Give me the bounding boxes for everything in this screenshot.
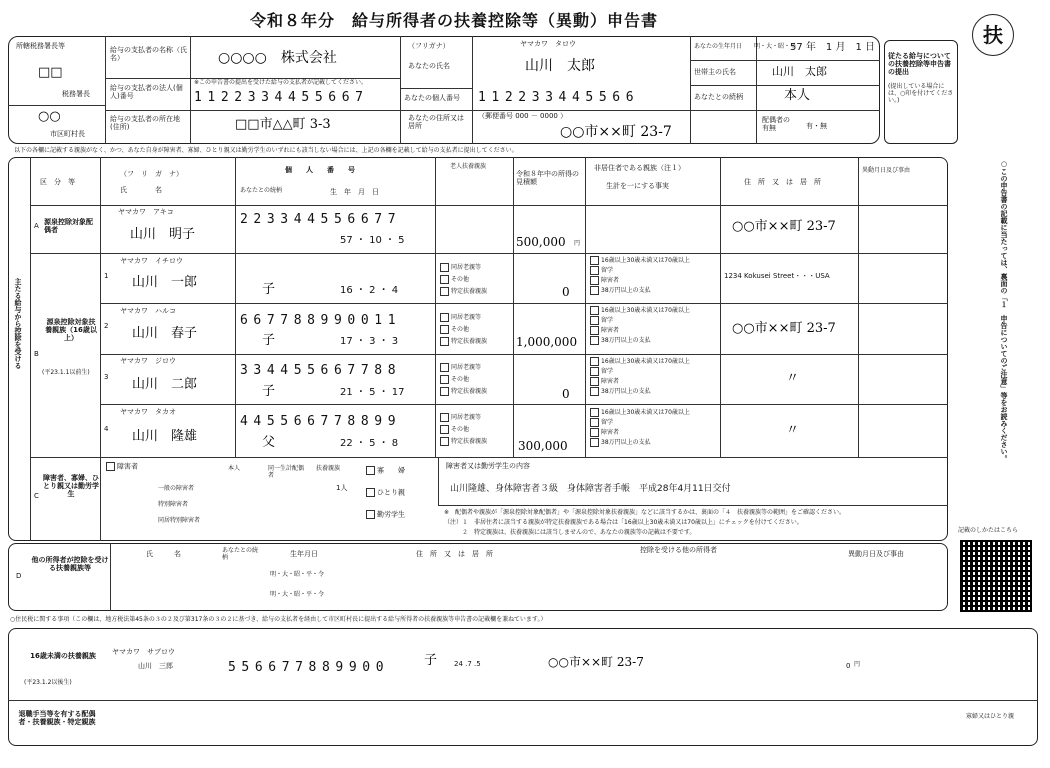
resident-relation[interactable]: 子 [424, 653, 438, 668]
sectionC-note-1: ※ 配偶者や親族が「源泉控除対象配偶者」や「源泉控除対象扶養親族」などに該当するかは、裏面の「４ 扶養親族等の範囲」をご確認ください。 [444, 509, 846, 516]
col-kubun: 区 分 等 [40, 178, 75, 186]
payer-address-value[interactable]: □□市△△町 3-3 [235, 117, 331, 132]
row-no: 1 [104, 272, 109, 280]
col-kojin: 個 人 番 号 [285, 166, 355, 174]
col-income: 令和８年中の所得の見積額 [516, 170, 579, 187]
householder-label: 世帯主の氏名 [694, 68, 736, 76]
disabled-col-2: 同一生計配偶者 [268, 465, 305, 479]
sectionA-name[interactable]: 山川 明子 [130, 227, 196, 242]
furigana-label: （フリガナ） [408, 42, 450, 50]
fu-badge: 扶 [972, 14, 1014, 56]
payer-number-label: 給与の支払者の法人(個人)番号 [110, 84, 183, 101]
col-furigana: （フ リ ガ ナ） [120, 170, 183, 178]
col-birth: 生 年 月 日 [330, 188, 379, 196]
tax-office-label: 所轄税務署長等 [16, 42, 65, 50]
payer-address-label: 給与の支払者の所在地(住所) [110, 115, 180, 132]
disabled-check[interactable]: 障害者 [106, 462, 138, 471]
address-value[interactable]: ○○市××町 23-7 [560, 124, 672, 140]
sectionC-detail-label: 障害者又は勤労学生の内容 [446, 462, 530, 470]
spouse-value[interactable]: 有・無 [806, 122, 827, 130]
sectionA-letter: A [34, 222, 39, 230]
name-label: あなたの氏名 [408, 62, 450, 70]
sectionA-birth[interactable]: 57 ・ 10 ・ 5 [340, 235, 405, 246]
relation-value[interactable]: 本人 [784, 88, 811, 103]
row-name[interactable]: 山川 春子 [132, 326, 198, 341]
sectionB-letter: B [34, 350, 39, 358]
resident-furigana[interactable]: ヤマカワ サブロウ [112, 648, 175, 656]
householder-value[interactable]: 山川 太郎 [772, 65, 827, 78]
my-number-value[interactable]: 112233445566 [478, 90, 640, 105]
row-no: 3 [104, 373, 109, 381]
vertical-note: ○この申告書の記載に当たっては、裏面の「１ 申告についてのご注意」等をお読みください。 [1000, 160, 1009, 462]
row-furigana[interactable]: ヤマカワ イチロウ [120, 257, 183, 265]
sectionD-era-2: 明・大・昭・平・令 [270, 591, 325, 598]
birth-value[interactable]: 57 年 1 月 1 日 [790, 42, 875, 53]
tax-office-suffix: 税務署長 [62, 90, 90, 98]
resident-address[interactable]: ○○市××町 23-7 [548, 655, 644, 669]
sectionB-label: 源泉控除対象扶養親族（16歳以上） [45, 318, 97, 343]
resident-number[interactable]: 556677889900 [228, 660, 390, 675]
col-address: 住 所 又 は 居 所 [744, 178, 821, 186]
row-number[interactable]: 334455667788 [240, 363, 402, 378]
disabled-col-1: 本人 [228, 465, 241, 472]
disabled-count[interactable]: 1人 [336, 484, 348, 492]
sectionD-col-4: 住 所 又 は 居 所 [416, 550, 493, 558]
resident-widow-box: 寡婦又はひとり親 [966, 713, 1015, 720]
disabled-col-3: 扶養親族 [316, 465, 341, 472]
sectionC-letter: C [34, 492, 39, 500]
row-birth[interactable]: 16 ・ 2 ・ 4 [340, 285, 399, 296]
row-address[interactable]: 〃 [786, 423, 800, 438]
relation-label: あなたとの続柄 [694, 93, 743, 101]
tax-office-value: □□ [38, 65, 63, 80]
col-same-living: 生計を一にする事実 [606, 182, 669, 190]
city-value: ○○ [38, 109, 61, 124]
row-no: 2 [104, 322, 109, 330]
disabled-row-3: 同居特別障害者 [158, 517, 201, 524]
disabled-row-1: 一般の障害者 [158, 485, 195, 492]
col-name: 氏 名 [120, 186, 162, 194]
student-check[interactable]: 勤労学生 [366, 510, 405, 519]
options-row-1[interactable]: 同居老親等 その他 特定扶養親族 [440, 262, 487, 298]
qr-code[interactable] [960, 540, 1032, 612]
sectionA-address[interactable]: ○○市××町 23-7 [732, 219, 836, 234]
row-relation[interactable]: 父 [262, 435, 276, 450]
sectionA-label: 源泉控除対象配偶者 [44, 218, 93, 235]
row-name[interactable]: 山川 一郎 [132, 275, 198, 290]
address-label: あなたの住所又は居所 [408, 114, 464, 131]
widow-check[interactable]: 寡 婦 [366, 466, 405, 475]
sectionA-number[interactable]: 223344556677 [240, 212, 402, 227]
row-address[interactable]: 1234 Kokusei Street・・・USA [724, 272, 830, 280]
form-title: 令和８年分 給与所得者の扶養控除等（異動）申告書 [250, 11, 659, 30]
resident-label: 16歳未満の扶養親族 [30, 652, 96, 660]
sectionC-label: 障害者、寡婦、ひとり親又は勤労学生 [43, 474, 99, 499]
nonres-options-1[interactable]: 16歳以上30歳未満又は70歳以上 留学 障害者 38万円以上の支払 [590, 256, 690, 296]
postal-code[interactable]: （郵便番号 000 － 0000 ） [478, 112, 568, 120]
sectionD-col-6: 異動月日及び事由 [848, 550, 904, 558]
options-row-3[interactable]: 同居老親等 その他 特定扶養親族 [440, 362, 487, 398]
city-suffix: 市区町村長 [50, 130, 85, 138]
nonres-options-2[interactable]: 16歳以上30歳未満又は70歳以上 留学 障害者 38万円以上の支払 [590, 306, 690, 346]
resident-income[interactable]: 0 [846, 662, 851, 670]
main-side-label: 主たる給与から控除を受ける [14, 278, 23, 369]
sectionC-note-3: ２ 特定親族は、扶養親族には該当しませんので、あなたの親族等の記載は不要です。 [444, 529, 696, 536]
options-row-4[interactable]: 同居老親等 その他 特定扶養親族 [440, 412, 487, 448]
sectionA-yen: 円 [574, 240, 581, 247]
instruction-text: 以下の各欄に記載する親族がなく、かつ、あなた自身が障害者、寡婦、ひとり親又は勤労学生のいずれにも該当しない場合には、上記の各欄を記載して給与の支払者に提出してください。 [14, 147, 518, 154]
row-birth[interactable]: 17 ・ 3 ・ 3 [340, 336, 399, 347]
payer-name-label: 給与の支払者の名称（氏名） [110, 46, 187, 63]
sectionD-era-1: 明・大・昭・平・令 [270, 571, 325, 578]
row-furigana[interactable]: ヤマカワ ジロウ [120, 357, 176, 365]
nonres-options-4[interactable]: 16歳以上30歳未満又は70歳以上 留学 障害者 38万円以上の支払 [590, 408, 690, 448]
resident-table [8, 628, 1038, 746]
row-no: 4 [104, 425, 109, 433]
my-number-label: あなたの個人番号 [404, 94, 460, 102]
sectionD-letter: D [16, 572, 22, 580]
col-change: 異動月日及び事由 [862, 167, 911, 174]
spouse-label: 配偶者の有無 [762, 116, 790, 133]
resident-bottom-label: 退職手当等を有する配偶者・扶養親族・特定親族 [18, 710, 96, 727]
qr-caption: 記載のしかたはこちら [958, 527, 1019, 534]
disabled-row-2: 特別障害者 [158, 501, 189, 508]
row-number[interactable]: 445566778899 [240, 414, 402, 429]
row-relation[interactable]: 子 [262, 282, 276, 297]
resident-birth[interactable]: 24 .7 .5 [454, 660, 481, 668]
payer-number-value[interactable]: 1122334455667 [194, 90, 369, 105]
payer-number-note: ※この申告書の提出を受けた給与の支払者が記載してください。 [194, 79, 368, 86]
col-nonresident: 非居住者である親族（注１） [594, 164, 685, 172]
row-income[interactable]: 0 [562, 387, 570, 401]
resident-yen: 円 [854, 661, 861, 668]
col-elderly: 老人扶養親族 [450, 163, 487, 170]
birth-era: 明・大・昭・平 [754, 43, 797, 50]
row-address[interactable]: 〃 [786, 371, 800, 386]
sectionD-col-2: あなたとの続柄 [222, 547, 259, 561]
row-relation[interactable]: 子 [262, 333, 276, 348]
resident-tax-header: ○住民税に関する事項（この欄は、地方税法第45条の３の２及び第317条の３の２に基づき、給与の支払者を経由して市区町村長に提出する給与所得者の扶養親族等申告書の記載欄を兼ねています。） [10, 616, 547, 623]
nonres-options-3[interactable]: 16歳以上30歳未満又は70歳以上 留学 障害者 38万円以上の支払 [590, 357, 690, 397]
row-address[interactable]: ○○市××町 23-7 [732, 321, 836, 336]
sectionA-furigana[interactable]: ヤマカワ アキコ [118, 208, 174, 216]
name-value[interactable]: 山川 太郎 [525, 58, 595, 74]
row-furigana[interactable]: ヤマカワ タカオ [120, 408, 176, 416]
payer-name-value[interactable]: ○○○○ 株式会社 [218, 50, 337, 66]
birth-label: あなたの生年月日 [694, 43, 743, 50]
sectionA-income[interactable]: 500,000 [516, 235, 566, 249]
sectionC-detail-value[interactable]: 山川隆雄、身体障害者３級 身体障害者手帳 平成28年4月11日交付 [450, 484, 731, 494]
row-number[interactable]: 667788990011 [240, 313, 402, 328]
row-income[interactable]: 0 [562, 285, 570, 299]
sectionD-label: 他の所得者が控除を受ける扶養親族等 [31, 556, 109, 573]
row-birth[interactable]: 21 ・ 5 ・ 17 [340, 387, 405, 398]
furigana-value[interactable]: ヤマカワ タロウ [520, 40, 576, 48]
resident-sub: (平23.1.2以後生) [24, 679, 72, 686]
row-furigana[interactable]: ヤマカワ ハルコ [120, 307, 176, 315]
sectionB-sub: (平23.1.1以前生) [42, 369, 90, 376]
row-name[interactable]: 山川 隆雄 [132, 429, 198, 444]
row-name[interactable]: 山川 二郎 [132, 377, 198, 392]
side-note: 従たる給与についての扶養控除等申告書の提出 [888, 52, 951, 77]
col-relation: あなたとの続柄 [240, 187, 283, 194]
single-parent-check[interactable]: ひとり親 [366, 488, 405, 497]
sectionD-col-1: 氏 名 [146, 550, 181, 558]
row-birth[interactable]: 22 ・ 5 ・ 8 [340, 438, 399, 449]
options-row-2[interactable]: 同居老親等 その他 特定扶養親族 [440, 312, 487, 348]
sectionC-note-2: （注）１ 非居住者に該当する親族が特定扶養親族である場合は「16歳以上30歳未満又は70歳以上」にチェックを付けてください。 [444, 519, 803, 526]
side-note-sub: (提出している場合には、○印を付けてください。) [888, 83, 954, 104]
row-income[interactable]: 1,000,000 [516, 335, 578, 349]
sectionD-col-3: 生年月日 [290, 550, 318, 558]
resident-name[interactable]: 山川 三郎 [138, 662, 173, 670]
sectionD-col-5: 控除を受ける他の所得者 [640, 546, 717, 554]
row-relation[interactable]: 子 [262, 384, 276, 399]
row-income[interactable]: 300,000 [518, 439, 568, 453]
